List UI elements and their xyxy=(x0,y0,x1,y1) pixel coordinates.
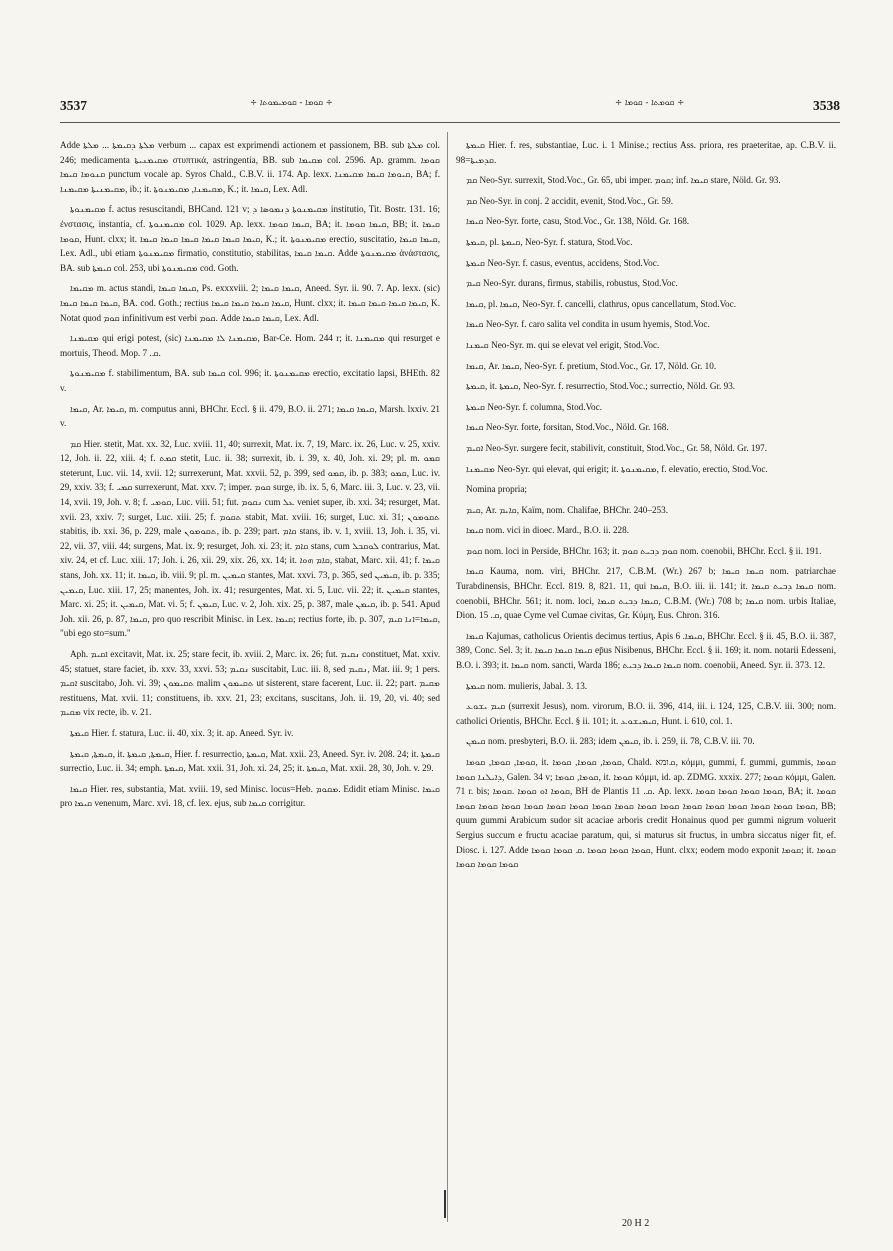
entry-paragraph: ܡܩܝܡܢܐ Neo-Syr. qui elevat, qui erigit; it. ܡܩܝܡܢܘܬܐ, f. elevatio, erectio, Stod.Voc. xyxy=(466,463,768,474)
entry-paragraph: ܩܝܡܢܐ Neo-Syr. m. qui se elevat vel erigit, Stod.Voc. xyxy=(466,339,660,350)
entry-paragraph: ܡܩܝܡܢܘܬܐ f. stabilimentum, BA. sub ܩܝܡܐ col. 996; it. ܡܩܝܡܢܘܬܐ erectio, excitatio lapsi, BHEth. 82 v. xyxy=(60,368,440,393)
entry-paragraph: ܩܝܡܬܐ, it. ܩܝܡܬܐ, Neo-Syr. f. resurrectio, Stod.Voc.; surrectio, Nöld. Gr. 93. xyxy=(466,381,736,392)
entry-paragraph: ܩܝܡܐ Neo-Syr. f. caro salita vel condita in usum hyemis, Stod.Voc. xyxy=(466,319,710,330)
entry-paragraph: ܩܝܡܬܐ Hier. f. statura, Luc. ii. 40, xix. 3; it. ap. Aneed. Syr. iv. xyxy=(70,727,294,738)
entry-paragraph: ܩܝܡܐ Neo-Syr. forte, forsitan, Stod.Voc., Nöld. Gr. 168. xyxy=(466,422,669,433)
signature-mark: 20 H 2 xyxy=(622,1218,650,1229)
entry-paragraph: ܩܝܡܬܐ Hier. f. res, substantiae, Luc. i. 1 Minise.; rectius Ass. priora, res praeteritae, ap. C.B.V. ii. 98=ܩܕܡܝܬܐ. xyxy=(456,140,836,165)
page-number-right: 3538 xyxy=(813,98,840,113)
page-header xyxy=(60,98,840,122)
entry-paragraph: ܩܘܡ nom. loci in Perside, BHChr. 163; it. ܩܘܡ ܕܒܝܬ ܩܘܡ nom. coenobii, BHChr. Eccl. § ii. 191. xyxy=(466,545,822,556)
entry-paragraph: ܩܝܡܢ nom. presbyteri, B.O. ii. 283; idem ܩܝܡܢ, ib. i. 259, ii. 78, C.B.V. iii. 70. xyxy=(466,736,755,747)
entry-paragraph: ܩܝܡ Neo-Syr. durans, firmus, stabilis, robustus, Stod.Voc. xyxy=(466,278,678,289)
entry-paragraph: ܩܝܡ, Ar. ܩܐܝܡ, Kaïm, nom. Chalifae, BHChr. 240–253. xyxy=(466,504,669,515)
entry-paragraph: ܩܝܡܬܐ nom. mulieris, Jabal. 3. 13. xyxy=(466,680,588,691)
entry-paragraph: ܩܝܡܐ Neo-Syr. forte, casu, Stod.Voc., Gr. 138, Nöld. Gr. 168. xyxy=(466,216,690,227)
section-heading: Nomina propria; xyxy=(466,484,527,495)
entry-paragraph: ܡܩܝܡܢܐ qui erigi potest, (sic) ܡܩܝܡܢܐ ܠܐ ܡܩܝܡܢܐ, Bar-Ce. Hom. 244 r; it. ܡܩܝܡܢܐ qui resurget e mortuis, Theod. Mop. ܩ. 7. xyxy=(60,333,440,358)
entry-paragraph: ܩܝܡܬܐ Neo-Syr. f. columna, Stod.Voc. xyxy=(466,401,602,412)
entry-paragraph: ܩܝܡܐ, Ar. ܩܝܡܐ, m. computus anni, BHChr. Eccl. § ii. 479, B.O. ii. 271; ܩܝܡܐ ܩܝܡܐ, Marsh. lxxiv. 21 v. xyxy=(60,403,440,429)
left-column xyxy=(60,138,440,1223)
entry-paragraph: ܩܡ Neo-Syr. surrexit, Stod.Voc., Gr. 65, ubi imper. ܩܘܡ; inf. ܩܝܡܐ stare, Nöld. Gr. 93. xyxy=(466,175,781,186)
entry-paragraph: ܩܝܡܐ, pl. ܩܝܡܐ, Neo-Syr. f. cancelli, clathrus, opus cancellatum, Stod.Voc. xyxy=(466,298,736,309)
entry-paragraph: ܡܩܝܡܢܘܬܐ f. actus resuscitandi, BHCand. 121 v; ܡܩܝܡܢܘܬܐ ܕܢܡܘܣܐ ܕ institutio, Tit. Bostr. 131. 16; ἐνστασις, instantia, cf. ܡܩܝܡܢܘܬܐ col. 1029. Ap. lexx. ܩܝܡܐ ܩܘܡܐ, BA; it. ܩܝܡܐ ܩܘܡܐ, BB; it. ܩܝܡܐ ܩܘܡܐ, Hunt. clxx; it. ܩܝܡܐ ܩܝܡܐ ܩܝܡܐ ܩܝܡܐ ܩܝܡܐ ܩܝܡܐ, K.; it. ܡܩܝܡܢܘܬܐ erectio, suscitatio, ܩܝܡܐ ܩܝܡܐ, Lex. Adl., ubi etiam ܡܩܝܡܢܘܬܐ firmatio, constitutio, stabilitas, ܩܝܡܐ ܩܝܡܐ. Adde ܡܩܝܡܢܘܬܐ ἀνάστασις, BA. sub ܩܝܡܬܐ col. 253, ubi ܡܩܝܡܢܘܬܐ cod. Goth. xyxy=(60,204,440,273)
entry-paragraph: Aph. ܐܩܝܡ excitavit, Mat. ix. 25; stare fecit, ib. xviii. 2, Marc. ix. 26; fut. ܢܩܝܡ constituet, Mat. xxiv. 45; statuet, stare faciet, ib. xxv. 33, xxvi. 53; ܢܩܝܡ suscitabit, Luc. iii. 8, sed ܢܩܝܡ, Mat. iii. 9; 1 pers. ܐܩܝܡ suscitabo, Joh. vi. 39; ܬܩܝܡܘܢ malim ܬܩܝܡܘܢ ut sisterent, stare facerent, Luc. ii. 22; part. ܡܩܝܡ restituens, Mat. xvii. 11; constituens, ib. xxv. 21, 23; excitans, suscitans, Joh. ii. 19, 20, vi. 40; sed ܡܩܝܡ vix recte, ib. v. 21. xyxy=(60,649,440,718)
entry-paragraph: ܩܝܡܬܐ, pl. ܩܝܡܬܐ, Neo-Syr. f. statura, Stod.Voc. xyxy=(466,236,633,247)
entry-paragraph: ܩܡ Hier. stetit, Mat. xx. 32, Luc. xviii. 11, 40; surrexit, Mat. ix. 7, 19, Marc. ix. 26, Luc. v. 25, xxiv. 12, Joh. ii. 22, xiii. 4; f. ܩܡܬ stetit, Luc. ii. 38; surrexit, ib. i. 39, x. 40, Joh. xi. 29; pl. m. ܩܡܘ steterunt, Luc. vii. 14, xvii. 12; surrexerunt, Mat. xxvii. 52, p. 399, sed ܩܡܘ, ib. p. 383; ܩܡܘ, Luc. iv. 29, xxiv. 33; f. ܩܡܝ surrexerunt, Mat. xxv. 7; imper. ܩܘܡ surge, ib. ix. 5, 6, Marc. iii. 3, Luc. v. 23, vii. 14, xvii. 19, Joh. v. 8; f. ܩܘܡܝ, Luc. viii. 51; fut. ܢܩܘܡ cum ܥܠ veniet super, ib. xxi. 34; resurget, Mat. xvii. 23, xxiv. 7; surget, Luc. xiii. 25; f. ܬܩܘܡ stabit, Mat. xviii. 16; surget, Luc. xi. 31; ܬܩܘܡܘܢ stabitis, ib. xxi. 36, p. 229, male ܬܩܘܡܘܢ, ib. p. 239; part. ܩܐܡ stans, ib. v. 1, xviii. 13, Joh. i. 35, vi. 22, vii. 37, viii. 44; surgens, Mat. ix. 9; resurget, Joh. xi. 23; it. ܩܐܡ stans, cum ܠܘܩܒܠ contrarius, Mat. xiv. 24, et cf. Luc. xiii. 17; Joh. i. 26, xii. 29, xix. 26, xx. 14; it. ܩܐܡ ܗܘܐ, stabat, Marc. xii. 41; f. ܩܝܡܐ stans, Joh. xx. 11; it. ܩܝܡܐ, ib. viii. 9; pl. m. ܩܝܡܝܢ stantes, Mat. xxvi. 73, p. 365, sed ܩܝܡܝܢ, ib. p. 335; ܩܝܡܝܢ, Luc. xiii. 17, 25; manentes, Joh. ix. 41; resurgentes, Mat. xi. 5, Luc. vii. 22; it. ܩܝܡܝܢ stantes, Marc. xi. 25; it. ܩܝܡܝܢ, Mat. vi. 5; f. ܩܝܡܢ, Luc. v. 2, Joh. xix. 25, p. 387, male ܩܝܡܢ, ib. p. 541. Apud Joh. xii. 26, p. 87, ܩܝܡܐ, pro quo rescribit Minisc. in Lex. ܩܝܡܐ; rectius forte, ib. p. 307, ܩܝܡܐ=ܐܢܐ ܩܝܡ, "ubi ego sto=sum." xyxy=(60,438,440,639)
header-rule xyxy=(60,122,840,123)
entry-paragraph: ܩܝܡܬܐ Neo-Syr. f. casus, eventus, accidens, Stod.Voc. xyxy=(466,257,660,268)
right-column xyxy=(456,138,836,1223)
entry-paragraph: ܩܡ Neo-Syr. in conj. 2 accidit, evenit, Stod.Voc., Gr. 59. xyxy=(466,195,674,206)
page-number-left: 3537 xyxy=(60,98,87,113)
entry-paragraph: ܩܝܡܐ nom. vici in dioec. Mard., B.O. ii. 228. xyxy=(466,525,630,536)
entry-paragraph: ܡܩܝܡܐ m. actus standi, ܩܝܡܐ ܩܝܡܐ, Ps. exxxviii. 2; ܩܝܡܐ ܩܝܡܐ, Aneed. Syr. ii. 90. 7. Ap. lexx. (sic) ܩܝܡܐ ܩܝܡܐ ܩܝܡܐ, BA. cod. Goth.; rectius ܩܝܡܐ ܩܝܡܐ ܩܝܡܐ ܩܝܡܐ, Hunt. clxx; it. ܩܝܡܐ ܩܝܡܐ ܩܝܡܐ ܩܝܡܐ, K. Notat quod ܩܘܡ infinitivum est verbi ܩܘܡ. Adde ܩܝܡܐ ܩܝܡܐ, Lex. Adl. xyxy=(60,283,440,323)
entry-paragraph: ܩܝܡܐ Kauma, nom. viri, BHChr. 217, C.B.M. (Wr.) 267 b; ܩܝܡܐ ܩܝܡܐ nom. patriarchae Turabdinensis, BHChr. Eccl. 819. 8, 821. 11, qui ܩܝܡܐ, B.O. iii. ii. 141; it. ܩܝܡܐ ܕܒܝܬ ܩܝܡܐ nom. coenobii, BHChr. 561; it. nom. loci, ܩܝܡܐ ܕܒܝܬ ܩܝܡܐ, C.B.M. (Wr.) 708 b; ܩܝܡܐ nom. urbis Italiae, Dion. ܩ. 15, quae Cyme vel Cumae civitas, Gr. Κύμη, Eus. Chron. 316. xyxy=(456,566,836,621)
running-title-right: ÷ ܩܘܡܬܐ - ܩܘܡܐ ÷ xyxy=(615,98,685,108)
column-divider xyxy=(447,132,448,1222)
entry-paragraph: ܩܝܡܐ, Ar. ܩܝܡܐ, Neo-Syr. f. pretium, Stod.Voc., Gr. 17, Nöld. Gr. 10. xyxy=(466,360,717,371)
margin-mark xyxy=(444,1190,446,1218)
entry-paragraph: ܩܝܡܐ Hier. res, substantia, Mat. xviii. 19, sed Minisc. locus=Heb. ܡܩܘܡ. Edidit etiam Minisc. ܩܝܡܐ pro ܩܝܡܐ venenum, Marc. xvi. 18, cf. lex. ejus, sub ܩܝܡܐ corrigitur. xyxy=(60,783,440,809)
entry-paragraph: ܩܝܡܬܐ, ܩܝܡܬܐ, it. ܩܝܡܬܐ, ܩܝܡܬܐ, Hier. f. resurrectio, ܩܝܡܬܐ, Mat. xxii. 23, Aneed. Syr. iv. 208. 24; it. ܩܝܡܬܐ surrectio, Luc. ii. 34; emph. ܩܝܡܬܐ, Mat. xxii. 31, Joh. xi. 24, 25; it. ܩܝܡܬܐ, Mat. xxii. 28, 30, Joh. v. 29. xyxy=(60,748,440,774)
entry-paragraph: Adde ܡܠܬܐ ܕܩܝܡܬܐ ... ܡܠܬܐ verbum ... capax est exprimendi actionem et passionem, BB. sub ܡܠܬܐ col. 246; medicamenta ܡܩܝܡܢܝܬܐ στυπτικά, astringentia, BB. sub ܡܩܝܡܐ col. 2596. Ap. gramm. ܩܘܡܐ ܩܢܘܡܐ ܩܝܡܐ punctum vocale ap. Syros Chald., C.B.V. ii. 174. Ap. lexx. ܩܝܘܡܐ ܩܝܡܐ ܡܩܝܡܢܐ, BA; f. ܡܩܝܡܢܝܬܐ ܡܩܝܡܢܐ, ib.; it. ܡܩܝܡܢܐ, ܡܩܝܡܢܘܬܐ, K.; it. ܩܝܡܐ, Lex. Adl. xyxy=(60,140,440,194)
entry-paragraph: ܩܘܡܐ, ܩܘܡܐ, ܩܘܡܐ, it. ܩܘܡܐ, ܩܘܡܐ, ܩܘܡܐ, Chald. ܩומא, κόμμι, gummi, f. gummi, gummis, ܩܘܡܐ ܕܐܝܠܢܐ ܩܘܡܐ, Galen. 34 v; ܩܘܡܐ, ܩܘܡܐ, it. ܩܘܡܐ κόμμι, id. ap. ZDMG. xxxix. 277; ܩܘܡܐ κόμμι, Galen. 71 r. bis; ܩܘܡܐ ܐܘ ܩܘܡܐ .ܩܘܡܐ, BH de Plantis ܩ. 11. Ap. lexx. ܩܘܡܐ ܩܘܡܐ ܩܘܡܐ ܩܘܡܐ, BA; it. ܩܘܡܐ ܩܘܡܐ ܩܘܡܐ ܩܘܡܐ ܩܘܡܐ ܩܘܡܐ ܩܘܡܐ ܩܘܡܐ ܩܘܡܐ ܩܘܡܐ ܩܘܡܐ ܩܘܡܐ ܩܘܡܐ ܩܘܡܐ ܩܘܡܐ ܩܘܡܐ ܩܘܡܐ, BB; quum gummi Arabicum sudor sit acaciae arboris credit Honainus quod per gummi nigrum voluerit Sergius succum e fructu acaciae paratum, qui, si maturus sit fructus, in umbra siccatus niger fit, ef. Diosc. i. 127. Adde ܩܘܡܐ ܩܘܡܐ ܩܘܡܐ .ܩ ܩܘܡܐ ܩܘܡܐ, Hunt. clxx; eodem modo exponit ܩܘܡܐ; it. ܩܘܡܐ ܩܘܡܐ ܩܘܡܐ ܩܘܡܐ xyxy=(456,757,836,870)
running-title-left: ÷ ܩܘܡܐ - ܩܘܡܝܡܘܬܐ ÷ xyxy=(250,98,333,108)
entry-paragraph: ܩܝܡ ܝܫܘܥ (surrexit Jesus), nom. virorum, B.O. ii. 396, 414, iii. i. 124, 125, C.B.V. iii. 300; nom. catholici Orientis, BHChr. Eccl. § ii. 101; it. ܩܝܡܝܫܘܥ, Hunt. i. 610, col. 1. xyxy=(456,701,836,726)
entry-paragraph: ܩܝܡܐ Kajumas, catholicus Orientis decimus tertius, Apis ܩܝܡܐ. 6, BHChr. Eccl. § ii. 45, B.O. ii. 387, 389, Conc. Sel. 3; it. ܩܝܡܐ ܩܝܡܐ ܩܝܡܐ ep̄us Nisibenus, BHChr. Eccl. § ii. 169; it. nom. notarii Edesseni, B.O. i. 393; it. ܩܝܡܐ nom. sancti, Warda 186; ܩܝܡܐ ܩܝܡܐ ܕܒܝܬ nom. coenobii, Aneed. Syr. ii. 373. 12. xyxy=(456,630,836,671)
entry-paragraph: ܐܩܝܡ Neo-Syr. surgere fecit, stabilivit, constituit, Stod.Voc., Gr. 58, Nöld. Gr. 197. xyxy=(466,442,767,453)
